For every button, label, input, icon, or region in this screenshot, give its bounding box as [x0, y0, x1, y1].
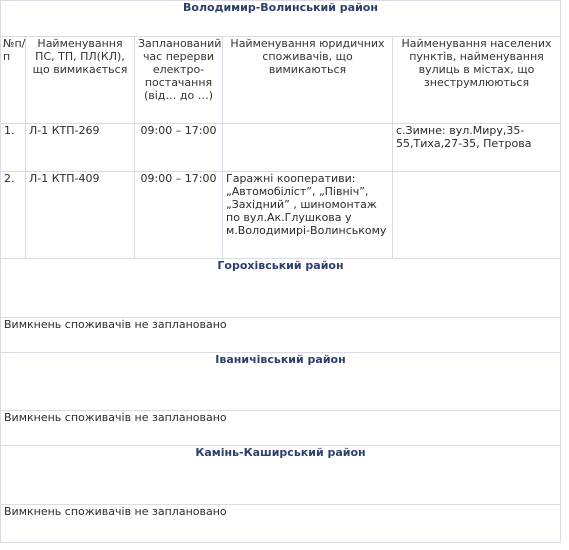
header-time: Запланований час перерви електро-постачання (від… до …): [135, 37, 223, 124]
header-legal-consumers: Найменування юридичних споживачів, що вимикаються: [223, 37, 393, 124]
table-row: [1, 124, 561, 172]
district-title: Володимир-Волинський район: [1, 1, 561, 37]
district-row: [1, 1, 561, 37]
row-time: 09:00 – 17:00: [135, 172, 223, 259]
row-places: [393, 172, 561, 259]
no-outage-note: Вимкнень споживачів не заплановано: [1, 411, 561, 446]
no-outage-row: [1, 505, 561, 543]
district-title: Камінь-Каширський район: [1, 446, 561, 505]
row-substation: Л-1 КТП-409: [26, 172, 135, 259]
district-title: Іваничівський район: [1, 353, 561, 411]
table-row: [1, 172, 561, 259]
district-row: [1, 446, 561, 505]
district-row: [1, 353, 561, 411]
row-time: 09:00 – 17:00: [135, 124, 223, 172]
header-substation: Найменування ПС, ТП, ПЛ(КЛ), що вимикається: [26, 37, 135, 124]
row-places: с.Зимне: вул.Миру,35-55,Тиха,27-35, Петрова: [393, 124, 561, 172]
district-title: Горохівський район: [1, 259, 561, 318]
table-header-row: [1, 37, 561, 124]
row-num: 2.: [1, 172, 26, 259]
header-num: №п/п: [1, 37, 26, 124]
no-outage-row: [1, 318, 561, 353]
row-legal-consumers: [223, 124, 393, 172]
header-places: Найменування населених пунктів, найменування вулиць в містах, що знеструмлюються: [393, 37, 561, 124]
no-outage-row: [1, 411, 561, 446]
district-row: [1, 259, 561, 318]
row-substation: Л-1 КТП-269: [26, 124, 135, 172]
row-legal-consumers: Гаражні кооперативи: „Автомобіліст”, „Північ”, „Західний” , шиномонтаж по вул.Ак.Глушкова у м.Володимирі-Волинському: [223, 172, 393, 259]
no-outage-note: Вимкнень споживачів не заплановано: [1, 505, 561, 543]
row-num: 1.: [1, 124, 26, 172]
no-outage-note: Вимкнень споживачів не заплановано: [1, 318, 561, 353]
